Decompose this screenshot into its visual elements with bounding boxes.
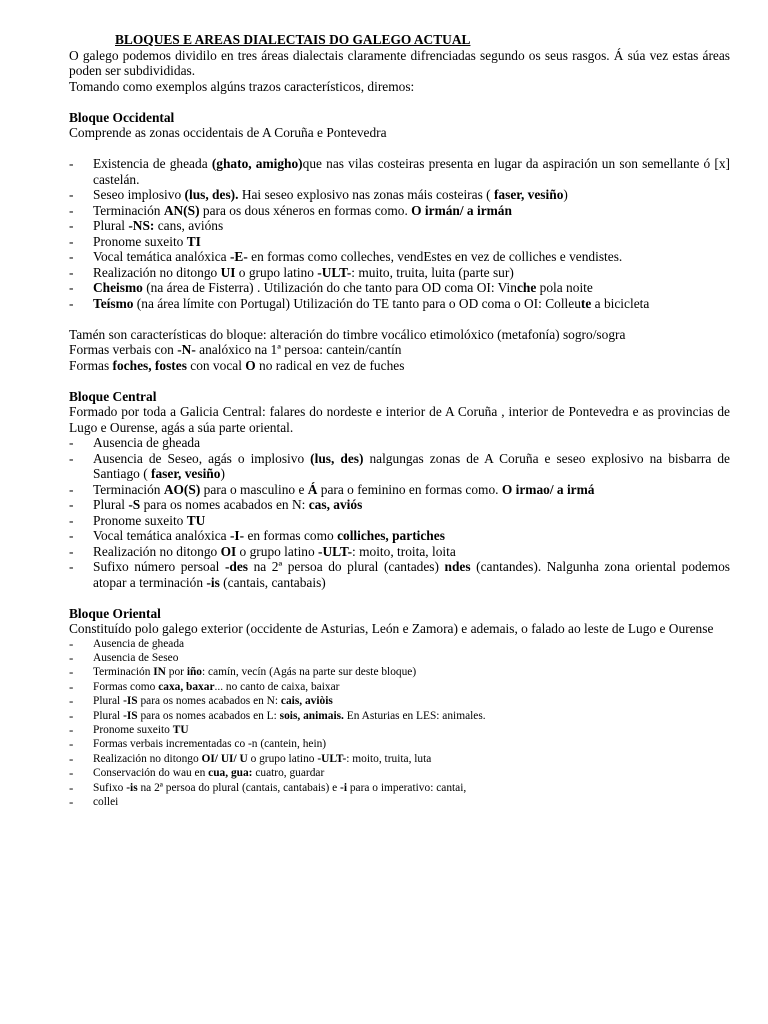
bold-text: (ghato, amigho) — [211, 156, 303, 171]
list-item — [69, 694, 730, 708]
list-item — [69, 187, 730, 203]
text: (cantandes). Nalgunha zona oriental podemos atopar a terminación — [93, 559, 730, 590]
text: Pronome suxeito — [93, 723, 173, 736]
text: ... no canto de caixa, baixar — [214, 680, 340, 693]
document-page — [69, 32, 730, 809]
list-item — [69, 203, 730, 219]
bold-text: -IS — [123, 695, 138, 708]
list-item — [69, 795, 730, 809]
list-item — [69, 265, 730, 281]
list-item — [69, 156, 730, 187]
text: por — [165, 666, 187, 679]
text: : muito, truita, luita (parte sur) — [351, 264, 514, 280]
text: para o masculino e — [200, 481, 308, 497]
central-list — [69, 435, 730, 590]
list-item — [69, 528, 730, 544]
bold-text: -des — [224, 559, 249, 574]
text: Seseo implosivo — [93, 187, 185, 202]
text: Existencia de gheada — [93, 156, 212, 171]
text: Realización no ditongo — [93, 543, 221, 559]
bold-text: che — [516, 280, 537, 295]
text: Formas verbais con — [69, 342, 178, 357]
bold-text: AN(S) — [163, 202, 200, 218]
text: Sufixo — [93, 781, 127, 794]
text: para os nomes acabados en L: — [137, 709, 280, 722]
text: cuatro, guardar — [252, 767, 325, 780]
bold-text: -I- — [229, 528, 245, 543]
bold-text: -S — [128, 497, 141, 512]
list-item — [69, 680, 730, 694]
text: Realización no ditongo — [93, 264, 221, 280]
text: Ausencia de gheada — [93, 637, 185, 650]
occidental-extra — [69, 327, 730, 374]
text: en formas como colleches, vendEstes en vez de colliches e vendistes. — [247, 249, 623, 264]
bold-text: IN — [153, 666, 166, 679]
text: nalgungas zonas de A Coruña e seseo explosivo na bisbarra de Santiago ( — [93, 450, 730, 481]
occidental-list — [69, 156, 730, 311]
text: Ausencia de gheada — [93, 435, 201, 450]
text: (na área de Fisterra) . Utilización do che tanto para OD coma OI: Vin — [142, 280, 517, 295]
text: Vocal temática analóxica — [93, 249, 230, 264]
bold-text: -E- — [229, 249, 248, 264]
list-item — [69, 296, 730, 312]
bold-text: faser, vesiño — [151, 466, 221, 481]
list-item — [69, 637, 730, 651]
bold-text: O irmán/ a irmán — [411, 202, 512, 218]
bold-text: -IS — [123, 709, 138, 722]
bold-text: foches, fostes — [112, 357, 187, 373]
list-item — [69, 280, 730, 296]
list-item — [69, 559, 730, 590]
list-item — [69, 651, 730, 665]
intro-lead: Tomando como exemplos algúns trazos característicos, diremos: — [69, 78, 415, 94]
text: Ausencia de Seseo — [93, 651, 179, 664]
text: que nas vilas costeiras presenta en lugar da aspiración un son semellante ó [x] castelán. — [93, 156, 730, 187]
bold-text: OI/ UI/ U — [201, 752, 248, 765]
bold-text: -NS: — [128, 218, 155, 233]
text: cans, avións — [154, 218, 224, 233]
bold-text: caxa, baxar — [158, 680, 215, 693]
text: Tamén son características do bloque: alteración do timbre vocálico etimolóxico (metafonía) sogro/sogra — [69, 326, 626, 342]
text: para os dous xéneros en formas como. — [199, 202, 412, 218]
bold-text: OI — [220, 543, 237, 559]
bold-text: te — [580, 295, 592, 311]
list-item — [69, 723, 730, 737]
list-item — [69, 497, 730, 513]
bold-text: TI — [186, 233, 201, 249]
bold-text: TU — [186, 512, 206, 528]
list-item — [69, 218, 730, 234]
text: en formas como — [244, 528, 338, 543]
bold-text: ndes — [444, 559, 471, 574]
text: (cantais, cantabais) — [219, 574, 326, 590]
bold-text: (lus, des). — [184, 187, 239, 202]
bold-text: Teísmo — [93, 295, 134, 311]
text: Formas como — [93, 680, 159, 693]
list-item — [69, 709, 730, 723]
oriental-list — [69, 637, 730, 810]
bold-text: Cheismo — [93, 280, 143, 295]
list-item — [69, 665, 730, 679]
text: o grupo latino — [236, 543, 319, 559]
text: na 2ª persoa do plural (cantais, cantabais) e — [137, 781, 341, 794]
text: Plural — [93, 218, 129, 233]
text: Plural — [93, 497, 129, 512]
text: para o feminino en formas como. — [317, 481, 502, 497]
bold-text: -N- — [177, 342, 196, 357]
bold-text: faser, vesiño — [493, 187, 564, 202]
bold-text: O irmao/ a irmá — [501, 481, 595, 497]
text: Sufixo número persoal — [93, 559, 225, 574]
text: Hai seseo explosivo nas zonas máis costeiras ( — [238, 187, 494, 202]
text: Terminación — [93, 202, 164, 218]
bold-text: iño — [186, 666, 203, 679]
text: no radical en vez de fuches — [255, 357, 405, 373]
text: Ausencia de Seseo, agás o implosivo — [93, 450, 311, 466]
bold-text: -ULT- — [317, 752, 347, 765]
text: analóxico na 1ª persoa: cantein/cantín — [195, 342, 402, 357]
list-item — [69, 435, 730, 451]
list-item — [69, 451, 730, 482]
text: o grupo latino — [247, 752, 318, 765]
section-desc-oriental: Constituído polo galego exterior (occidente de Asturias, León e Zamora) e ademais, o falado ao leste de Lugo e Ourense — [69, 621, 714, 636]
section-desc-occidental: Comprende as zonas occidentais de A Coruña e Pontevedra — [69, 125, 387, 140]
list-item — [69, 781, 730, 795]
bold-text: cas, aviós — [308, 497, 363, 512]
bold-text: AO(S) — [163, 481, 201, 497]
text: : moito, troita, loita — [352, 543, 456, 559]
bold-text: colliches, partiches — [337, 528, 445, 543]
text: Terminación — [93, 666, 154, 679]
bold-text: -ULT- — [317, 264, 352, 280]
list-item — [69, 737, 730, 751]
text: : camín, vecín (Agás na parte sur deste bloque) — [202, 666, 417, 679]
text: para os nomes acabados en N: — [140, 497, 309, 512]
text: Terminación — [93, 481, 164, 497]
bold-text: O — [245, 357, 256, 373]
text: na 2ª persoa do plural (cantades) — [248, 559, 445, 574]
text: con vocal — [186, 357, 246, 373]
text: o grupo latino — [235, 264, 318, 280]
text: Vocal temática analóxica — [93, 528, 230, 543]
text: pola noite — [536, 280, 593, 295]
intro-paragraph: O galego podemos dividilo en tres áreas dialectais claramente difrenciadas segundo os seus rasgos. Á súa vez estas áreas poden ser subdivididas. — [69, 47, 730, 78]
text: Pronome suxeito — [93, 512, 187, 528]
section-heading-occidental: Bloque Occidental — [69, 109, 175, 125]
bold-text: -i — [340, 781, 348, 794]
bold-text: -is — [206, 574, 220, 590]
text: : moito, truita, luta — [346, 752, 432, 765]
text: Plural — [93, 695, 124, 708]
text: Pronome suxeito — [93, 233, 187, 249]
text: Conservación do wau en — [93, 767, 209, 780]
list-item — [69, 513, 730, 529]
bold-text: (lus, des) — [310, 450, 364, 466]
text: Realización no ditongo — [93, 752, 202, 765]
bold-text: Á — [307, 481, 318, 497]
document-title: BLOQUES E AREAS DIALECTAIS DO GALEGO ACTUAL — [115, 32, 471, 47]
list-item — [69, 544, 730, 560]
section-desc-central: Formado por toda a Galicia Central: falares do nordeste e interior de A Coruña , interior de Pontevedra e as provincias de Lugo e Ourense, agás a súa parte oriental. — [69, 404, 730, 435]
bold-text: sois, animais. — [279, 709, 344, 722]
bold-text: TU — [172, 723, 189, 736]
text: ) — [220, 466, 225, 481]
text-line — [69, 358, 730, 374]
bold-text: cua, gua: — [208, 767, 253, 780]
text: collei — [93, 795, 119, 808]
text: a bicicleta — [591, 295, 650, 311]
text: ) — [563, 187, 568, 202]
list-item — [69, 249, 730, 265]
text: Formas — [69, 357, 113, 373]
bold-text: cais, aviòis — [280, 695, 333, 708]
section-heading-central: Bloque Central — [69, 388, 157, 404]
section-heading-oriental: Bloque Oriental — [69, 605, 161, 621]
bold-text: -ULT- — [318, 543, 353, 559]
text: para o imperativo: cantai, — [347, 781, 467, 794]
list-item — [69, 766, 730, 780]
text: (na área límite con Portugal) Utilización do TE tanto para o OD coma o OI: Colleu — [133, 295, 581, 311]
list-item — [69, 482, 730, 498]
bold-text: -is — [126, 781, 138, 794]
text: Formas verbais incrementadas co -n (cantein, hein) — [93, 738, 327, 751]
text: Plural — [93, 709, 124, 722]
text-line — [69, 342, 730, 358]
text-line — [69, 327, 730, 343]
list-item — [69, 234, 730, 250]
list-item — [69, 752, 730, 766]
bold-text: UI — [220, 264, 236, 280]
text: En Asturias en LES: animales. — [343, 709, 486, 722]
text: para os nomes acabados en N: — [137, 695, 281, 708]
